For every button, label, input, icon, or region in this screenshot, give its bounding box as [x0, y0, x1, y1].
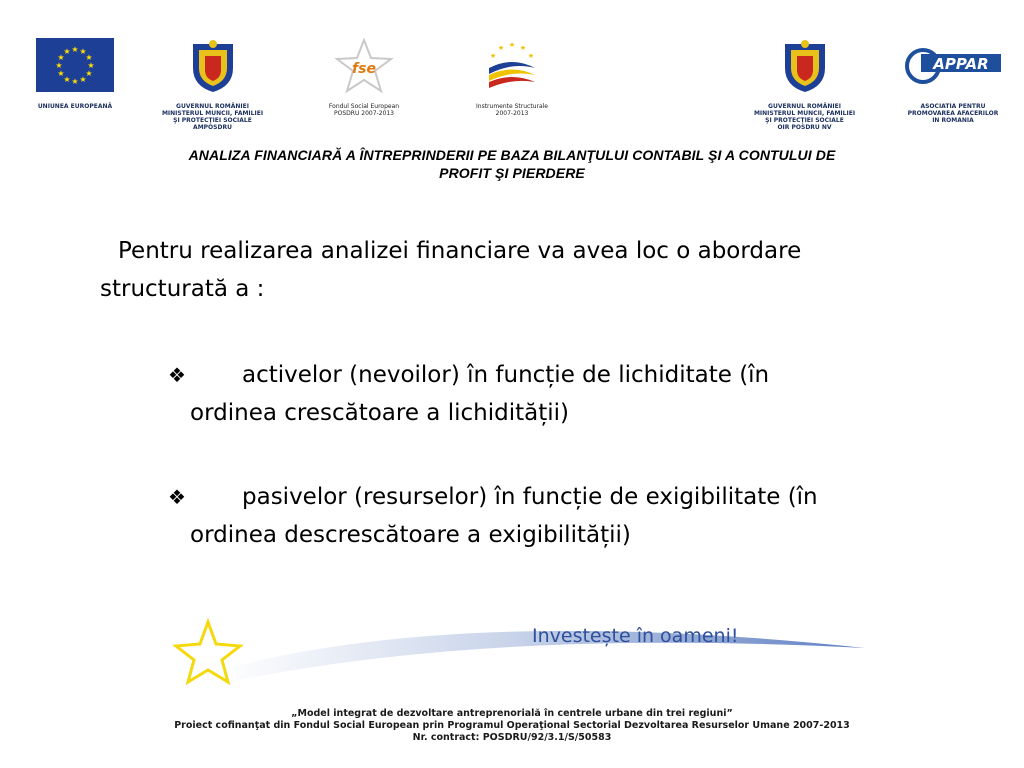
svg-text:★: ★: [489, 52, 497, 60]
bullet-liabilities-line-1: pasivelor (resurselor) în funcție de exigibilitate (în: [242, 484, 818, 510]
fse-logo: [318, 38, 410, 117]
bullet-assets-line-2: ordinea crescătoare a lichidității): [190, 400, 569, 426]
page-title-line-1: ANALIZA FINANCIARĂ A ÎNTREPRINDERII PE BAZA BILANŢULUI CONTABIL ŞI A CONTULUI DE: [188, 147, 836, 163]
footer-line-3: Nr. contract: POSDRU/92/3.1/S/50583: [412, 732, 612, 743]
svg-text:★: ★: [57, 69, 65, 78]
svg-text:★: ★: [85, 53, 93, 62]
bullet-item-liabilities: [168, 478, 950, 554]
slogan-text: Investește în oameni!: [532, 625, 739, 647]
intro-line-1: Pentru realizarea analizei financiare va avea loc o abordare: [118, 238, 802, 264]
footer-line-2: Proiect cofinanţat din Fondul Social European prin Programul Operaţional Sectorial Dezvoltarea Resurselor Umane 2007-2013: [174, 720, 850, 731]
appar-caption-2: PROMOVAREA AFACERILOR: [907, 110, 999, 117]
gov-ministry-caption-2: MINISTERUL MUNCII, FAMILIEI: [161, 110, 264, 117]
appar-caption-1: ASOCIATIA PENTRU: [920, 103, 986, 110]
svg-text:★: ★: [79, 75, 87, 84]
gov-oir-caption-1: GUVERNUL ROMÂNIEI: [768, 103, 841, 110]
gov-ministry-logo: [160, 38, 265, 131]
svg-text:★: ★: [57, 53, 65, 62]
fse-caption-1: Fondul Social European: [328, 103, 400, 110]
svg-text:★: ★: [87, 61, 95, 70]
fse-logo-text: fse: [352, 61, 376, 77]
eu-flag-icon: [36, 38, 114, 92]
diamond-bullet-icon: ❖: [168, 485, 186, 509]
svg-text:★: ★: [519, 44, 527, 52]
bullet-assets-line-1: activelor (nevoilor) în funcție de lichiditate (în: [242, 362, 770, 388]
gov-ministry-caption-4: AMPOSDRU: [193, 124, 232, 131]
footer-swoosh-star: [160, 610, 880, 705]
coat-of-arms-icon: [781, 38, 829, 94]
svg-text:★: ★: [79, 47, 87, 56]
svg-text:★: ★: [71, 45, 79, 54]
fse-caption-2: POSDRU 2007-2013: [334, 110, 394, 117]
appar-logo: [898, 44, 1008, 124]
svg-text:★: ★: [85, 69, 93, 78]
footer-project-info: [120, 708, 904, 744]
gov-oir-caption-2: MINISTERUL MUNCII, FAMILIEI: [753, 110, 856, 117]
gov-ministry-caption-3: ŞI PROTECŢIEI SOCIALE: [173, 117, 252, 124]
footer-line-1: „Model integrat de dezvoltare antreprenorială în centrele urbane din trei regiuni”: [291, 708, 733, 719]
bullet-item-assets: [168, 356, 950, 432]
eu-caption: UNIUNEA EUROPEANĂ: [37, 103, 113, 110]
gov-ministry-caption-1: GUVERNUL ROMÂNIEI: [176, 103, 249, 110]
instrumente-caption-2: 2007-2013: [495, 110, 529, 117]
appar-caption-3: IN ROMANIA: [932, 117, 974, 124]
appar-logo-text: APPAR: [933, 55, 989, 73]
instrumente-caption-1: Instrumente Structurale: [476, 103, 548, 110]
diamond-bullet-icon: ❖: [168, 363, 186, 387]
coat-of-arms-icon: [189, 38, 237, 94]
svg-text:★: ★: [71, 77, 79, 86]
svg-text:★: ★: [497, 44, 505, 52]
intro-paragraph: [100, 232, 960, 308]
gov-oir-logo: [752, 38, 857, 131]
bullet-liabilities-line-2: ordinea descrescătoare a exigibilității): [190, 522, 631, 548]
logo-bar: [0, 0, 1024, 140]
gov-oir-caption-4: OIR POSDRU NV: [777, 124, 832, 131]
svg-text:★: ★: [508, 41, 516, 49]
structural-instruments-icon: [483, 38, 541, 96]
page-title: [30, 146, 994, 182]
appar-logo-icon: [903, 44, 1003, 88]
instrumente-structurale-logo: [466, 38, 558, 117]
intro-line-2: structurată a :: [100, 276, 265, 302]
gov-oir-caption-3: ŞI PROTECŢIEI SOCIALE: [765, 117, 844, 124]
svg-text:★: ★: [527, 52, 535, 60]
page-title-line-2: PROFIT ŞI PIERDERE: [439, 165, 585, 181]
fse-star-icon: [334, 38, 394, 96]
svg-text:★: ★: [63, 75, 71, 84]
eu-logo: [30, 38, 120, 110]
svg-text:★: ★: [63, 47, 71, 56]
svg-text:★: ★: [55, 61, 63, 70]
